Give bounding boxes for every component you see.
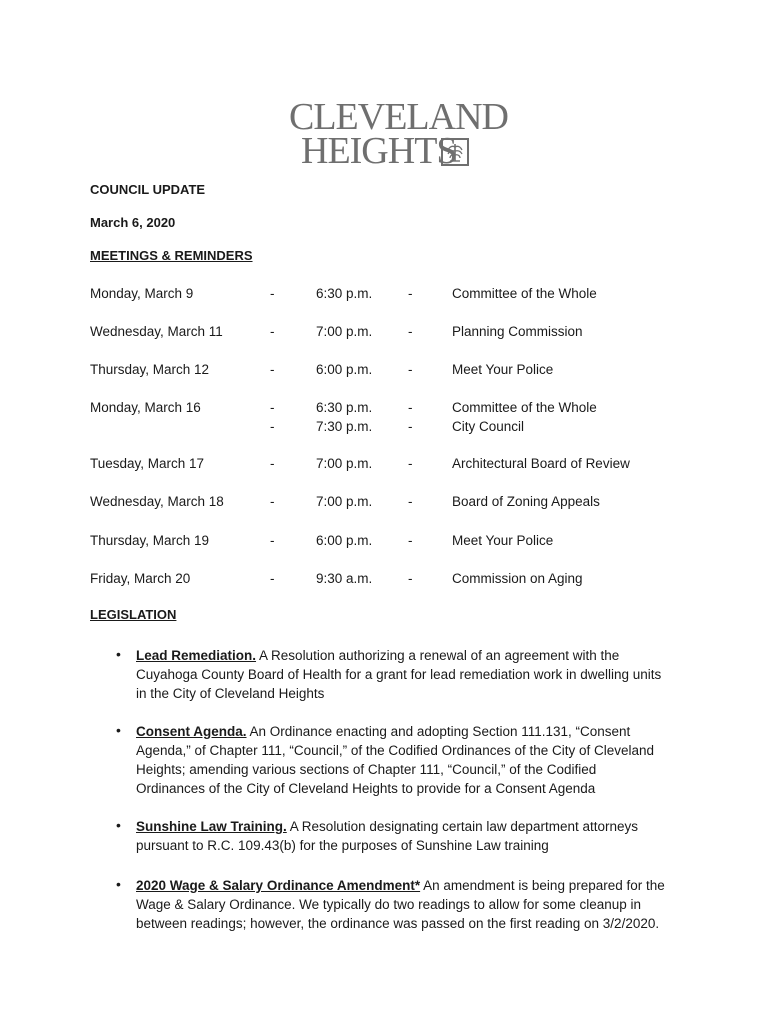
separator: - bbox=[408, 419, 413, 434]
legislation-item-text: Wage & Salary Ordinance. We typically do two readings to allow for some cleanup in bbox=[136, 897, 641, 912]
legislation-item-text: Ordinances of the City of Cleveland Heights to provide for a Consent Agenda bbox=[136, 781, 596, 796]
legislation-item-text: A Resolution authorizing a renewal of an agreement with the bbox=[256, 648, 620, 663]
legislation-item-title: Consent Agenda. bbox=[136, 724, 247, 739]
legislation-item-text: Agenda,” of Chapter 111, “Council,” of the Codified Ordinances of the City of Cleveland bbox=[136, 743, 655, 758]
meeting-event: Planning Commission bbox=[452, 324, 583, 339]
meeting-time: 7:00 p.m. bbox=[316, 324, 373, 339]
bullet-icon: • bbox=[116, 876, 121, 892]
legislation-item-text: An Ordinance enacting and adopting Section 111.131, “Consent bbox=[246, 724, 631, 739]
meeting-time: 6:00 p.m. bbox=[316, 533, 373, 548]
separator: - bbox=[270, 286, 275, 301]
meeting-day: Wednesday, March 18 bbox=[90, 494, 224, 509]
separator: - bbox=[270, 419, 275, 434]
separator: - bbox=[408, 324, 413, 339]
bullet-icon: • bbox=[116, 646, 121, 662]
separator: - bbox=[408, 533, 413, 548]
separator: - bbox=[270, 400, 275, 415]
legislation-item-text: in the City of Cleveland Heights bbox=[136, 686, 325, 701]
meeting-event: Committee of the Whole bbox=[452, 400, 597, 415]
bullet-icon: • bbox=[116, 817, 121, 833]
meeting-day: Monday, March 16 bbox=[90, 400, 201, 415]
legislation-item-text: Heights; amending various sections of Chapter 111, “Council,” of the Codified bbox=[136, 762, 597, 777]
document-date: March 6, 2020 bbox=[90, 215, 176, 230]
logo-text-line2: HEIGHTS bbox=[301, 130, 457, 172]
meeting-event: Committee of the Whole bbox=[452, 286, 597, 301]
separator: - bbox=[270, 324, 275, 339]
meeting-event: Board of Zoning Appeals bbox=[452, 494, 600, 509]
separator: - bbox=[408, 494, 413, 509]
meeting-event: City Council bbox=[452, 419, 525, 434]
separator: - bbox=[408, 400, 413, 415]
separator: - bbox=[408, 456, 413, 471]
legislation-item-text: A Resolution designating certain law department attorneys bbox=[286, 819, 638, 834]
separator: - bbox=[408, 571, 413, 586]
separator: - bbox=[270, 494, 275, 509]
meetings-heading: MEETINGS & REMINDERS bbox=[90, 248, 253, 263]
meeting-event: Architectural Board of Review bbox=[452, 456, 630, 471]
meeting-event: Meet Your Police bbox=[452, 533, 554, 548]
meeting-time: 7:00 p.m. bbox=[316, 494, 373, 509]
meeting-time: 6:30 p.m. bbox=[316, 400, 373, 415]
meeting-time: 7:00 p.m. bbox=[316, 456, 373, 471]
meeting-day: Friday, March 20 bbox=[90, 571, 191, 586]
logo-text-line1: CLEVELAND bbox=[289, 96, 508, 138]
tree-seal-icon bbox=[441, 138, 469, 166]
legislation-item-title: Lead Remediation. bbox=[136, 648, 257, 663]
separator: - bbox=[270, 533, 275, 548]
legislation-heading: LEGISLATION bbox=[90, 607, 177, 622]
city-logo bbox=[289, 96, 508, 172]
document-title: COUNCIL UPDATE bbox=[90, 182, 206, 197]
meeting-time: 6:00 p.m. bbox=[316, 362, 373, 377]
meeting-day: Thursday, March 12 bbox=[90, 362, 210, 377]
meeting-time: 9:30 a.m. bbox=[316, 571, 373, 586]
separator: - bbox=[408, 286, 413, 301]
legislation-item-text: between readings; however, the ordinance was passed on the first reading on 3/2/2020. bbox=[136, 916, 660, 931]
meeting-time: 7:30 p.m. bbox=[316, 419, 373, 434]
meeting-day: Monday, March 9 bbox=[90, 286, 194, 301]
meeting-day: Thursday, March 19 bbox=[90, 533, 210, 548]
meeting-event: Commission on Aging bbox=[452, 571, 583, 586]
meeting-event: Meet Your Police bbox=[452, 362, 554, 377]
meeting-time: 6:30 p.m. bbox=[316, 286, 373, 301]
bullet-icon: • bbox=[116, 722, 121, 738]
meeting-day: Wednesday, March 11 bbox=[90, 324, 223, 339]
meeting-day: Tuesday, March 17 bbox=[90, 456, 205, 471]
legislation-item-text: pursuant to R.C. 109.43(b) for the purposes of Sunshine Law training bbox=[136, 838, 549, 853]
separator: - bbox=[270, 362, 275, 377]
separator: - bbox=[270, 456, 275, 471]
legislation-item-text: Cuyahoga County Board of Health for a grant for lead remediation work in dwelling units bbox=[136, 667, 662, 682]
legislation-item-text: An amendment is being prepared for the bbox=[420, 878, 665, 893]
separator: - bbox=[270, 571, 275, 586]
legislation-item-title: Sunshine Law Training. bbox=[136, 819, 287, 834]
legislation-item-title: 2020 Wage & Salary Ordinance Amendment* bbox=[136, 878, 421, 893]
separator: - bbox=[408, 362, 413, 377]
